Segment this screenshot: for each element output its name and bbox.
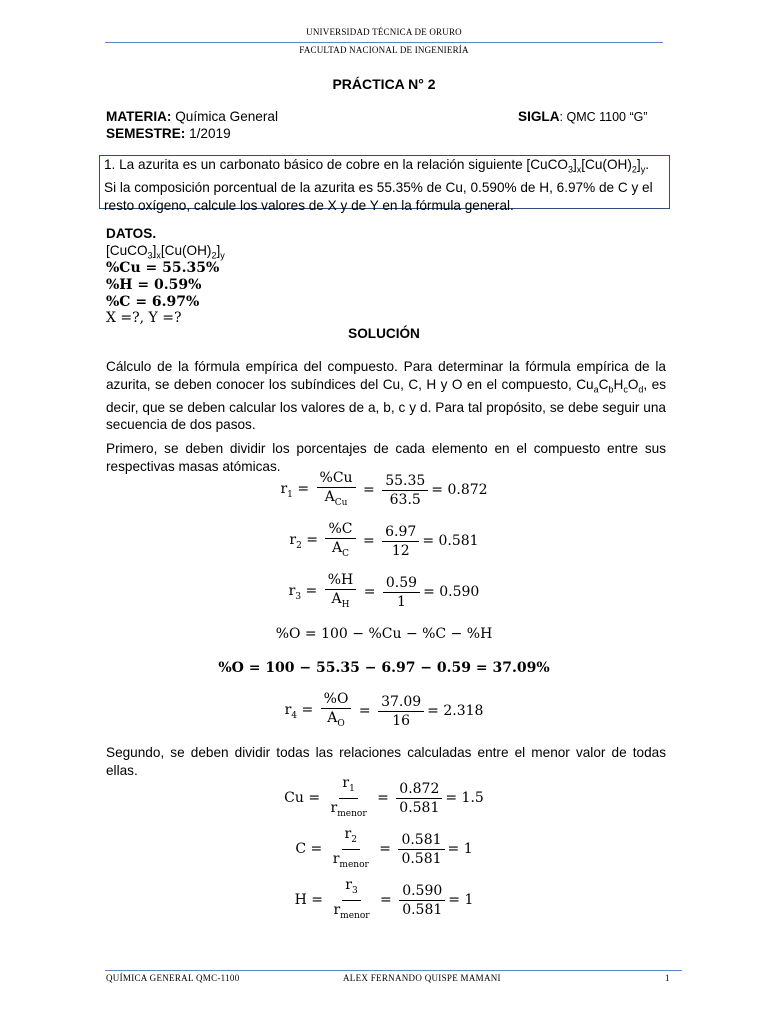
equation-h-ratio: H = $\frac{r_3}{r_{menor}}$ = $\frac{0.590}{0.581}$ = 1 [294, 877, 474, 921]
datos-heading: DATOS. [106, 226, 157, 241]
sigla-value: : QMC 1100 “G” [559, 110, 648, 124]
materia-value: Química General [171, 109, 278, 124]
paragraph-2: Primero, se deben dividir los porcentajes de cada elemento en el compuesto entre sus respectivas masas atómicas. [106, 441, 666, 474]
footer-rule [105, 970, 682, 971]
equation-r4: $r_4$ = $\frac{\%O}{A_O}$ = $\frac{37.09}{16}$ = 2.318 [284, 691, 484, 729]
semestre-label: SEMESTRE: [106, 126, 186, 141]
paragraph-1: Cálculo de la fórmula empírica del compuesto. Para determinar la fórmula empírica de la azurita, se deben conocer los subíndices del Cu, C, H y O en el compuesto, $Cu_aC_bH_cO_d$, es decir, que se deben calcular los valores de a, b, c y d. Para tal propósito, se debe seguir una secuencia de dos pasos. [106, 359, 666, 433]
materia-label: MATERIA: [106, 109, 172, 124]
sigla-label: SIGLA [518, 109, 560, 124]
equation-r1: $r_1$ = $\frac{\%Cu}{A_{Cu}}$ = $\frac{55.35}{63.5}$ = 0.872 [280, 470, 488, 508]
sigla-line [518, 108, 648, 127]
problem-line-2: Si la composición porcentual de la azurita es 55.35% de Cu, 0.590% de H, 6.97% de C y el [104, 180, 653, 196]
footer-page-number: 1 [665, 973, 670, 983]
faculty-name: FACULTAD NACIONAL DE INGENIERÍA [299, 45, 469, 55]
semestre-value: 1/2019 [185, 126, 231, 141]
formula-general: $[CuCO_3]_x[Cu(OH)_2]_y$ [106, 243, 225, 261]
equation-r3: $r_3$ = $\frac{\%H}{A_H}$ = $\frac{0.59}{1}$ = 0.590 [288, 572, 480, 610]
problem-line-1: 1. La azurita es un carbonato básico de cobre en la relación siguiente $[CuCO_3]_x[Cu(OH)_2]_y$. [104, 157, 649, 175]
footer-author: ALEX FERNANDO QUISPE MAMANI [343, 973, 501, 983]
header-rule [105, 42, 663, 43]
problem-line-3: resto oxígeno, calcule los valores de X y de Y en la fórmula general. [104, 197, 514, 213]
paragraph-3: Segundo, se deben dividir todas las relaciones calculadas entre el menor valor de todas ellas. [106, 745, 666, 778]
materia-line [106, 108, 278, 126]
equation-oxygen-1: %O = 100 − %Cu − %C − %H [275, 626, 493, 642]
dato-c: %C = 6.97% [106, 294, 200, 310]
solucion-heading: SOLUCIÓN [348, 326, 420, 341]
footer-course: QUÍMICA GENERAL QMC-1100 [106, 973, 240, 983]
equation-c-ratio: C = $\frac{r_2}{r_{menor}}$ = $\frac{0.581}{0.581}$ = 1 [295, 826, 473, 870]
dato-cu: %Cu = 55.35% [106, 260, 220, 276]
page-title: PRÁCTICA N° 2 [332, 76, 436, 92]
dato-h: %H = 0.59% [106, 277, 202, 293]
equation-r2: $r_2$ = $\frac{\%C}{A_C}$ = $\frac{6.97}{12}$ = 0.581 [289, 521, 479, 559]
equation-cu-ratio: Cu = $\frac{r_1}{r_{menor}}$ = $\frac{0.872}{0.581}$ = 1.5 [284, 775, 484, 819]
equation-oxygen-2: %O = 100 − 55.35 − 6.97 − 0.59 = 37.09% [218, 660, 550, 676]
university-name: UNIVERSIDAD TÉCNICA DE ORURO [306, 27, 462, 37]
semestre-line [106, 125, 231, 143]
problem-box [99, 155, 670, 213]
dato-xy: X =?, Y =? [106, 310, 182, 326]
